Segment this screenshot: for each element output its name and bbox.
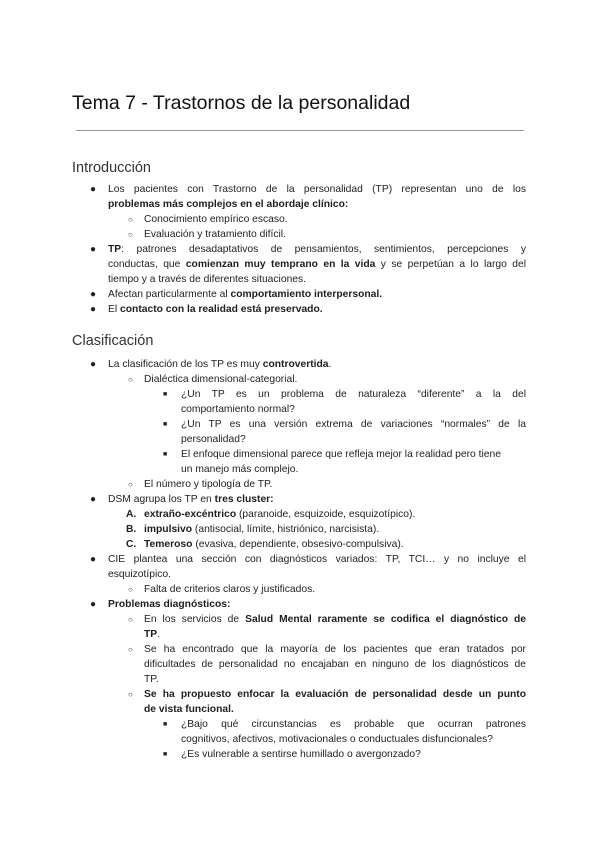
paragraph-line: TP. — [144, 674, 159, 685]
list-item: Dialéctica dimensional-categorial. — [144, 374, 298, 385]
bullet-marker: ● — [90, 304, 97, 315]
circle-marker: ○ — [128, 690, 133, 699]
paragraph-line: esquizotípico. — [108, 569, 171, 580]
paragraph-line: comportamiento normal? — [181, 404, 295, 415]
bullet-marker: ● — [90, 244, 97, 255]
list-item: Temeroso (evasiva, dependiente, obsesivo-compulsiva). — [144, 539, 404, 550]
list-item: El enfoque dimensional parece que refleja mejor la realidad pero tiene — [181, 449, 501, 460]
circle-marker: ○ — [128, 375, 133, 384]
section-heading-introduccion: Introducción — [72, 160, 151, 176]
list-item: El número y tipología de TP. — [144, 479, 273, 490]
paragraph-line: personalidad? — [181, 434, 246, 445]
paragraph-line: un manejo más complejo. — [181, 464, 299, 475]
bullet-marker: ● — [90, 289, 97, 300]
list-item: ¿Un TP es una versión extrema de variaciones “normales” de la — [181, 419, 526, 430]
square-marker: ■ — [163, 751, 168, 758]
circle-marker: ○ — [128, 215, 133, 224]
list-item: extraño-excéntrico (paranoide, esquizoide, esquizotípico). — [144, 509, 416, 520]
bullet-marker: ● — [90, 554, 97, 565]
list-item: Problemas diagnósticos: — [108, 599, 231, 610]
circle-marker: ○ — [128, 615, 133, 624]
bullet-marker: ● — [90, 599, 97, 610]
list-item: impulsivo (antisocial, límite, histriónico, narcisista). — [144, 524, 380, 535]
page-title: Tema 7 - Trastornos de la personalidad — [72, 92, 411, 114]
bold-text: problemas más complejos en el abordaje clínico: — [108, 199, 349, 210]
paragraph-line: tiempo y a través de diferentes situaciones. — [108, 274, 307, 285]
letter-marker-a: A. — [126, 509, 137, 520]
square-marker: ■ — [163, 391, 168, 398]
bullet-marker: ● — [90, 494, 97, 505]
list-item: DSM agrupa los TP en tres cluster: — [108, 494, 274, 505]
square-marker: ■ — [163, 721, 168, 728]
list-item: Se ha encontrado que la mayoría de los pacientes que eran tratados por — [144, 644, 526, 655]
bullet-marker: ● — [90, 359, 97, 370]
circle-marker: ○ — [128, 645, 133, 654]
circle-marker: ○ — [128, 480, 133, 489]
list-item: Evaluación y tratamiento difícil. — [144, 229, 286, 240]
paragraph-line: Los pacientes con Trastorno de la personalidad (TP) representan uno de los — [108, 184, 526, 195]
square-marker: ■ — [163, 451, 168, 458]
bullet-marker: ● — [90, 184, 97, 195]
list-item: Falta de criterios claros y justificados. — [144, 584, 316, 595]
paragraph-line: dificultades de personalidad no encajaban en ninguno de los diagnósticos de — [144, 659, 526, 670]
list-item: ¿Bajo qué circunstancias es probable que ocurran patrones — [181, 719, 526, 730]
paragraph-line: cognitivos, afectivos, motivacionales o conductuales disfuncionales? — [181, 734, 493, 745]
square-marker: ■ — [163, 421, 168, 428]
paragraph-line: de vista funcional. — [144, 704, 234, 715]
letter-marker-c: C. — [126, 539, 137, 550]
list-item: CIE plantea una sección con diagnósticos variados: TP, TCI… y no incluye el — [108, 554, 526, 565]
list-item: Conocimiento empírico escaso. — [144, 214, 288, 225]
list-item: Afectan particularmente al comportamiento interpersonal. — [108, 289, 383, 300]
paragraph-line: conductas, que comienzan muy temprano en la vida y se perpetúan a lo largo del — [108, 259, 527, 270]
list-item: En los servicios de Salud Mental raramente se codifica el diagnóstico de — [144, 614, 526, 625]
list-item: Se ha propuesto enfocar la evaluación de personalidad desde un punto — [144, 689, 526, 700]
paragraph-line — [108, 197, 348, 212]
list-item: ¿Un TP es un problema de naturaleza “diferente” a la del — [181, 389, 526, 400]
list-item: La clasificación de los TP es muy controvertida. — [108, 359, 332, 370]
paragraph-line: TP. — [144, 629, 161, 640]
list-item: El contacto con la realidad está preservado. — [108, 304, 323, 315]
circle-marker: ○ — [128, 585, 133, 594]
paragraph-line: TP: patrones desadaptativos de pensamientos, sentimientos, percepciones y — [108, 244, 526, 255]
list-item: ¿Es vulnerable a sentirse humillado o avergonzado? — [181, 749, 421, 760]
letter-marker-b: B. — [126, 524, 137, 535]
section-heading-clasificacion: Clasificación — [72, 333, 154, 349]
horizontal-rule — [76, 130, 524, 131]
circle-marker: ○ — [128, 230, 133, 239]
